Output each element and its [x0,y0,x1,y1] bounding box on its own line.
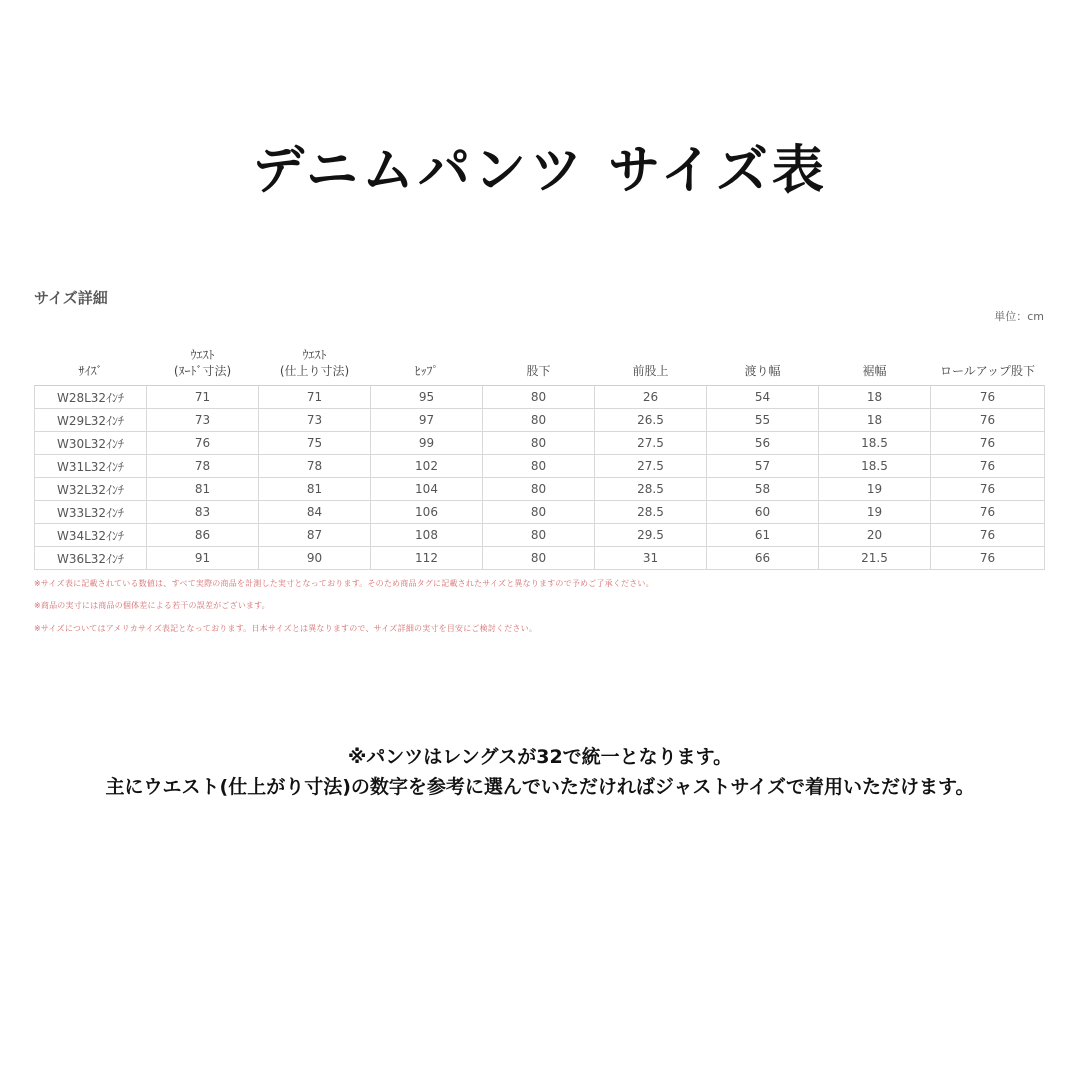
measurement-cell: 76 [931,501,1045,524]
column-header-line2: (ﾇｰﾄﾞ寸法) [173,363,232,378]
column-header-line2: ﾋｯﾌﾟ [414,363,439,378]
column-header [595,330,707,386]
measurement-cell: 26 [595,386,707,409]
table-header [35,330,1045,386]
measurement-cell: 108 [371,524,483,547]
size-cell: W31L32ｲﾝﾁ [35,455,147,478]
column-header [931,330,1045,386]
table-row [35,524,1045,547]
table-body [35,386,1045,570]
size-cell: W28L32ｲﾝﾁ [35,386,147,409]
measurement-cell: 19 [819,501,931,524]
note-1: ※サイズ表に記載されている数値は、すべて実際の商品を計測した実寸となっております。そのため商品タグに記載されたサイズと異なりますので予めご了承ください。 [34,579,654,588]
measurement-cell: 57 [707,455,819,478]
measurement-cell: 78 [147,455,259,478]
size-cell: W32L32ｲﾝﾁ [35,478,147,501]
measurement-cell: 76 [931,478,1045,501]
measurement-cell: 20 [819,524,931,547]
size-table [34,330,1045,570]
column-header [35,330,147,386]
measurement-cell: 87 [259,524,371,547]
column-header [371,330,483,386]
column-header-line2: ｻｲｽﾞ [78,363,103,378]
measurement-cell: 104 [371,478,483,501]
measurement-cell: 18 [819,409,931,432]
table-row [35,432,1045,455]
column-header [707,330,819,386]
table-row [35,455,1045,478]
measurement-cell: 84 [259,501,371,524]
measurement-cell: 80 [483,524,595,547]
measurement-cell: 75 [259,432,371,455]
measurement-cell: 76 [147,432,259,455]
column-header-line1: ｳｴｽﾄ [190,347,215,362]
fit-note: 主にウエスト(仕上がり寸法)の数字を参考に選んでいただければジャストサイズで着用いただけます。 [105,776,975,798]
column-header-line2: (仕上り寸法) [279,363,350,378]
measurement-cell: 76 [931,455,1045,478]
measurement-cell: 76 [931,386,1045,409]
measurement-cell: 81 [147,478,259,501]
measurement-cell: 99 [371,432,483,455]
measurement-cell: 71 [259,386,371,409]
measurement-cell: 26.5 [595,409,707,432]
measurement-cell: 27.5 [595,455,707,478]
column-header-line2: 前股上 [632,363,669,378]
measurement-cell: 56 [707,432,819,455]
measurement-cell: 106 [371,501,483,524]
measurement-cell: 66 [707,547,819,570]
measurement-cell: 80 [483,432,595,455]
measurement-cell: 81 [259,478,371,501]
measurement-cell: 18.5 [819,455,931,478]
measurement-cell: 91 [147,547,259,570]
length-note: ※パンツはレングスが32で統一となります。 [347,746,733,768]
table-row [35,547,1045,570]
note-2: ※商品の実寸には商品の個体差による若干の誤差がございます。 [34,601,270,610]
table-row [35,501,1045,524]
measurement-cell: 18.5 [819,432,931,455]
column-header [147,330,259,386]
measurement-cell: 80 [483,409,595,432]
measurement-cell: 76 [931,547,1045,570]
size-cell: W33L32ｲﾝﾁ [35,501,147,524]
measurement-cell: 76 [931,524,1045,547]
measurement-cell: 19 [819,478,931,501]
measurement-cell: 27.5 [595,432,707,455]
measurement-cell: 80 [483,386,595,409]
table-row [35,386,1045,409]
size-cell: W30L32ｲﾝﾁ [35,432,147,455]
column-header-line2: ロールアップ股下 [940,363,1035,378]
size-cell: W36L32ｲﾝﾁ [35,547,147,570]
measurement-cell: 60 [707,501,819,524]
measurement-cell: 61 [707,524,819,547]
measurement-cell: 83 [147,501,259,524]
measurement-cell: 73 [147,409,259,432]
measurement-cell: 112 [371,547,483,570]
column-header [483,330,595,386]
measurement-cell: 29.5 [595,524,707,547]
measurement-cell: 80 [483,547,595,570]
measurement-cell: 28.5 [595,501,707,524]
column-header-line2: 裾幅 [862,363,887,378]
measurement-cell: 95 [371,386,483,409]
measurement-cell: 97 [371,409,483,432]
column-header [259,330,371,386]
unit-label: 単位：cm [994,310,1044,323]
measurement-cell: 80 [483,501,595,524]
column-header [819,330,931,386]
measurement-cell: 76 [931,432,1045,455]
measurement-cell: 21.5 [819,547,931,570]
column-header-line1: ｳｴｽﾄ [302,347,327,362]
note-3: ※サイズについてはアメリカサイズ表記となっております。日本サイズとは異なりますので、サイズ詳細の実寸を目安にご検討ください。 [34,624,538,633]
measurement-cell: 80 [483,478,595,501]
table-row [35,409,1045,432]
section-title: サイズ詳細 [34,289,108,307]
measurement-cell: 76 [931,409,1045,432]
measurement-cell: 86 [147,524,259,547]
measurement-cell: 102 [371,455,483,478]
measurement-cell: 31 [595,547,707,570]
measurement-cell: 18 [819,386,931,409]
measurement-cell: 90 [259,547,371,570]
size-cell: W29L32ｲﾝﾁ [35,409,147,432]
measurement-cell: 55 [707,409,819,432]
measurement-cell: 80 [483,455,595,478]
table-row [35,478,1045,501]
measurement-cell: 58 [707,478,819,501]
page-title: デニムパンツ サイズ表 [252,140,828,201]
measurement-cell: 73 [259,409,371,432]
measurement-cell: 78 [259,455,371,478]
column-header-line2: 股下 [526,363,551,378]
measurement-cell: 54 [707,386,819,409]
measurement-cell: 28.5 [595,478,707,501]
size-cell: W34L32ｲﾝﾁ [35,524,147,547]
measurement-cell: 71 [147,386,259,409]
column-header-line2: 渡り幅 [744,363,781,378]
